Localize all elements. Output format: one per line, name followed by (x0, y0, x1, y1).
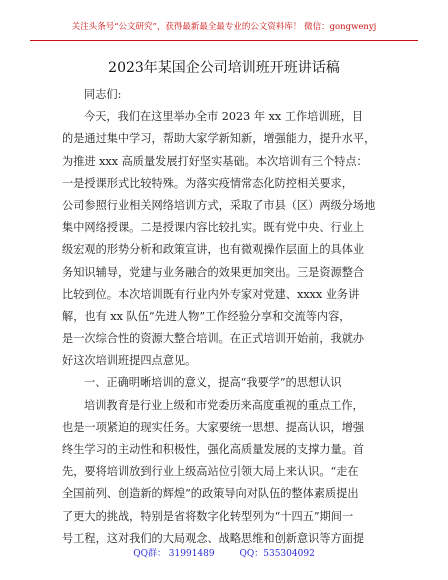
document-title: 2023年某国企公司培训班开班讲话稿 (108, 60, 340, 76)
header-divider (30, 40, 418, 41)
paragraph-line: 先，要将培训放到行业上级高站位引领大局上来认识。“走在 (62, 465, 359, 479)
paragraph-line: 比较到位。本次培训既有行业内外专家对党建、xxxx 业务讲 (62, 287, 360, 301)
paragraph-line: 今天，我们在这里举办全市 2023 年 xx 工作培训班，目 (84, 110, 364, 124)
document-body (62, 84, 388, 550)
section-heading: 一、正确明晰培训的意义，提高“我要学”的思想认识 (84, 376, 342, 390)
paragraph-line: 集中网络授课。二是授课内容比较扎实。既有党中央、行业上 (62, 221, 365, 235)
paragraph-line: 了更大的挑战，特别是省将数字化转型列为“十四五”期间一 (62, 509, 354, 523)
paragraph-line: 解，也有 xx 队伍“先进人物”工作经验分享和交流等内容， (62, 309, 351, 323)
salutation: 同志们: (84, 88, 122, 101)
contact-footer (0, 548, 448, 560)
paragraph-line: 也是一项紧迫的现实任务。大家要统一思想、提高认识，增强 (62, 420, 365, 434)
paragraph-line: 培训教育是行业上级和市党委历来高度重视的重点工作， (84, 398, 364, 412)
paragraph-line: 全国前列、创造新的辉煌”的政策导向对队伍的整体素质提出 (62, 487, 359, 501)
paragraph-line: 是一次综合性的资源大整合培训。在正式培训开始前，我就办 (62, 332, 365, 346)
qq-group-text: QQ群： 31991489 (133, 549, 215, 559)
paragraph-line: 级宏观的形势分析和政策宣讲，也有微观操作层面上的具体业 (62, 243, 365, 257)
qq-text: QQ：535304092 (239, 549, 315, 559)
paragraph-line: 一是授课形式比较特殊。为落实疫情常态化防控相关要求， (62, 176, 353, 190)
paragraph-line: 为推进 xxx 高质量发展打好坚实基础。本次培训有三个特点： (62, 154, 368, 168)
promo-banner: 关注头条号“公文研究”，获得最新最全最专业的公文资料库！ 微信：gongwenyj (71, 22, 377, 32)
paragraph-line: 的是通过集中学习，帮助大家学新知新，增强能力，提升水平， (62, 132, 376, 146)
paragraph-line: 务知识辅导，党建与业务融合的效果更加突出。三是资源整合 (62, 265, 365, 279)
paragraph-line: 公司参照行业相关网络培训方式，采取了市县（区）两级分场地 (62, 198, 376, 212)
paragraph-line: 终生学习的主动性和积极性，强化高质量发展的支撑力量。首 (62, 443, 365, 456)
paragraph-line: 号工程，这对我们的大局观念、战略思维和创新意识等方面提 (62, 531, 365, 545)
paragraph-line: 好这次培训班提四点意见。 (62, 354, 197, 368)
